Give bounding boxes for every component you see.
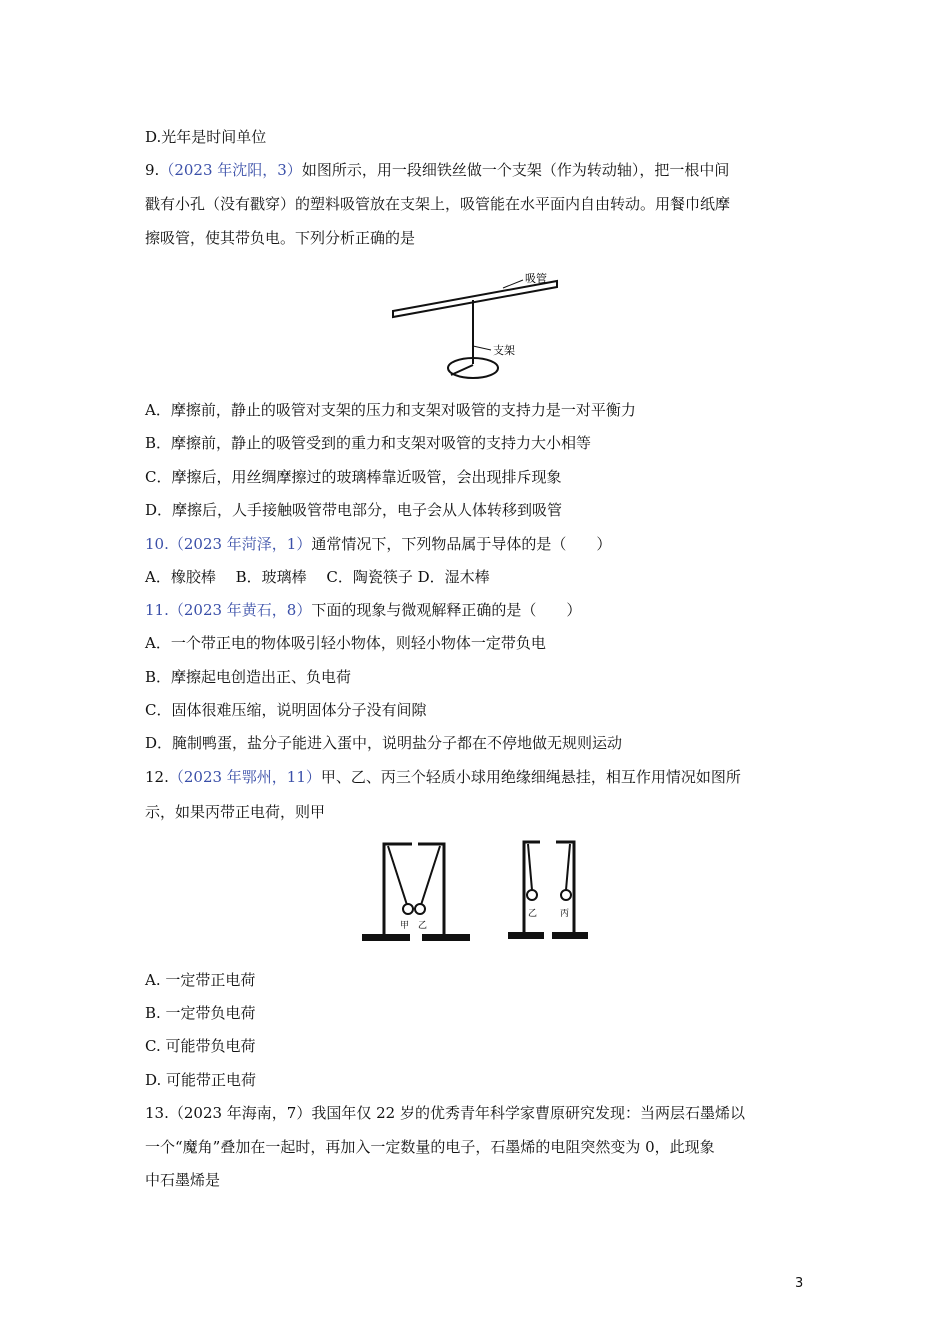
q9-source: （2023 年沈阳，3） <box>159 161 302 179</box>
string-jia <box>388 846 407 905</box>
right-frame-base-left <box>508 932 544 939</box>
q10-stem-text: 通常情况下，下列物品属于导体的是（ ） <box>311 535 612 553</box>
q9-stem-line-2: 戳有小孔（没有戳穿）的塑料吸管放在支架上，吸管能在水平面内自由转动。用餐巾纸摩 <box>145 195 731 213</box>
q9-number: 9. <box>145 161 160 179</box>
label-stand: 支架 <box>493 344 515 357</box>
q11-number: 11. <box>145 601 169 619</box>
right-frame-base-right <box>552 932 588 939</box>
q9-option-b: B．摩擦前，静止的吸管受到的重力和支架对吸管的支持力大小相等 <box>145 434 592 452</box>
q12-stem-line-2: 示，如果丙带正电荷，则甲 <box>145 803 326 821</box>
q12-option-d: D. 可能带正电荷 <box>145 1071 257 1089</box>
q11-stem <box>145 600 581 620</box>
q11-stem-text: 下面的现象与微观解释正确的是（ ） <box>311 601 582 619</box>
q13-stem-line-3: 中石墨烯是 <box>145 1171 221 1189</box>
ball-jia <box>403 904 413 914</box>
q9-option-a: A．摩擦前，静止的吸管对支架的压力和支架对吸管的支持力是一对平衡力 <box>145 401 636 419</box>
q9-stem-line-3: 擦吸管，使其带负电。下列分析正确的是 <box>145 229 416 247</box>
q10-stem <box>145 534 611 554</box>
q13-stem-line-1: 13.（2023 年海南，7）我国年仅 22 岁的优秀青年科学家曹原研究发现：当两层石墨烯以 <box>145 1104 745 1122</box>
q13-stem-line-2: 一个“魔角”叠加在一起时，再加入一定数量的电子，石墨烯的电阻突然变为 0，此现象 <box>145 1138 715 1156</box>
label-tube: 吸管 <box>525 272 547 285</box>
straw-on-stand-figure <box>385 268 565 384</box>
string-yi-right <box>528 844 532 890</box>
left-frame-base-left <box>362 934 410 941</box>
q10-options: A．橡胶棒 B．玻璃棒 C．陶瓷筷子 D．湿木棒 <box>145 568 490 586</box>
left-frame-base-right <box>422 934 470 941</box>
q9-option-c: C．摩擦后，用丝绸摩擦过的玻璃棒靠近吸管，会出现排斥现象 <box>145 468 562 486</box>
string-yi-left <box>421 846 440 905</box>
q10-number: 10. <box>145 535 169 553</box>
stand-foot <box>451 365 473 375</box>
q12-option-b: B. 一定带负电荷 <box>145 1004 256 1022</box>
q12-stem-line-1 <box>145 767 741 787</box>
q9-option-d: D．摩擦后，人手接触吸管带电部分，电子会从人体转移到吸管 <box>145 501 563 519</box>
straw-tube <box>393 281 557 317</box>
ball-bing <box>561 890 571 900</box>
q12-number: 12. <box>145 768 169 786</box>
q9-stem-line-1 <box>145 160 729 180</box>
q11-option-d: D．腌制鸭蛋，盐分子能进入蛋中，说明盐分子都在不停地做无规则运动 <box>145 734 623 752</box>
page-number: 3 <box>795 1276 804 1291</box>
label-ball-yi-left: 乙 <box>418 921 428 931</box>
q8-option-d: D.光年是时间单位 <box>145 128 267 146</box>
q10-source: （2023 年菏泽，1） <box>168 535 312 553</box>
stand-leader-line <box>473 346 491 350</box>
q12-option-c: C. 可能带负电荷 <box>145 1037 256 1055</box>
ball-yi-right <box>527 890 537 900</box>
q12-stem-text: 甲、乙、丙三个轻质小球用绝缘细绳悬挂，相互作用情况如图所 <box>320 768 741 786</box>
label-ball-jia: 甲 <box>400 921 410 931</box>
q11-option-c: C．固体很难压缩，说明固体分子没有间隙 <box>145 701 427 719</box>
hanging-balls-figure <box>360 836 590 946</box>
q11-option-b: B．摩擦起电创造出正、负电荷 <box>145 668 352 686</box>
label-ball-bing: 丙 <box>560 909 570 919</box>
string-bing <box>566 844 570 890</box>
q12-source: （2023 年鄂州，11） <box>168 768 321 786</box>
q11-option-a: A．一个带正电的物体吸引轻小物体，则轻小物体一定带负电 <box>145 634 546 652</box>
ball-yi-left <box>415 904 425 914</box>
label-ball-yi-right: 乙 <box>528 909 538 919</box>
left-frame-posts <box>384 844 444 934</box>
q12-option-a: A. 一定带正电荷 <box>145 971 256 989</box>
q11-source: （2023 年黄石，8） <box>168 601 312 619</box>
q9-stem-text: 如图所示，用一段细铁丝做一个支架（作为转动轴），把一根中间 <box>301 161 730 179</box>
